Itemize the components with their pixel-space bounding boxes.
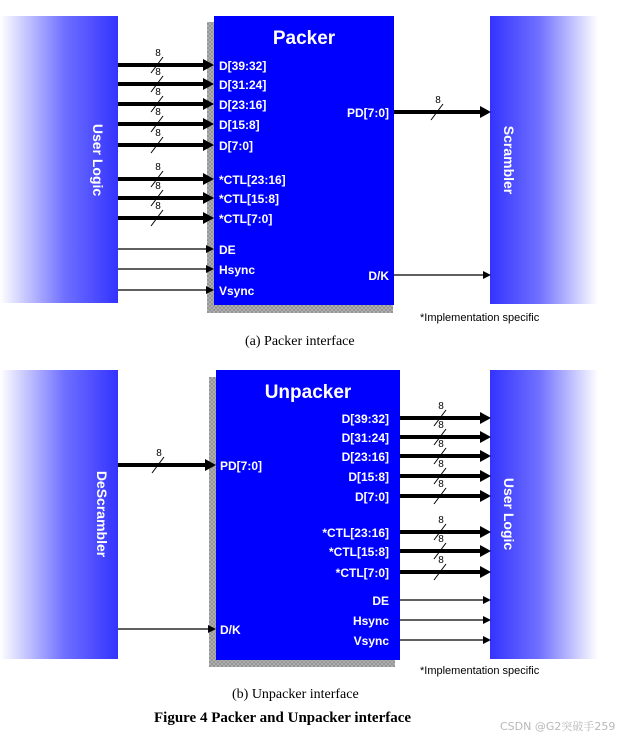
packer-in-ctl-23-16-width-label: 8	[155, 162, 161, 173]
packer-in-ctl-15-8-label: *CTL[15:8]	[219, 192, 280, 206]
unpacker-out-d-31-24-label: D[31:24]	[341, 431, 389, 445]
packer-in-d-31-24-width-label: 8	[155, 67, 161, 78]
unpacker-out-de-arrowhead	[483, 596, 491, 604]
watermark: CSDN @G2突破手259	[500, 720, 616, 733]
packer-in-vsync-label: Vsync	[219, 284, 255, 298]
unpacker-out-d-39-32-label: D[39:32]	[341, 412, 389, 426]
packer-in-hsync-label: Hsync	[219, 263, 256, 277]
unpacker-out-ctl-7-0-label: *CTL[7:0]	[335, 566, 389, 580]
unpacker-title: Unpacker	[264, 382, 352, 403]
unpacker-out-vsync-arrowhead	[483, 636, 491, 644]
figure-title: Figure 4 Packer and Unpacker interface	[154, 710, 412, 726]
unpacker-out-ctl-7-0-arrowhead	[480, 566, 491, 578]
packer-in-d-15-8-label: D[15:8]	[219, 118, 260, 132]
unpacker-out-de-label: DE	[372, 594, 389, 608]
scrambler-label: Scrambler	[501, 125, 517, 195]
unpacker-out-d-39-32-width-label: 8	[438, 401, 444, 412]
packer-in-d-15-8-width-label: 8	[155, 107, 161, 118]
unpacker-out-hsync-label: Hsync	[352, 614, 389, 628]
unpacker-out-d-23-16-label: D[23:16]	[341, 450, 389, 464]
unpacker-out-d-31-24-arrowhead	[480, 431, 491, 443]
packer-out-pd-7-0-arrowhead	[480, 106, 491, 118]
packer-in-d-23-16-width-label: 8	[155, 87, 161, 98]
packer-in-ctl-15-8-width-label: 8	[155, 181, 161, 192]
unpacker-out-ctl-23-16-arrowhead	[480, 526, 491, 538]
unpacker-out-ctl-15-8-width-label: 8	[438, 534, 444, 545]
unpacker-out-d-15-8-width-label: 8	[438, 459, 444, 470]
packer-out-pd-7-0-label: PD[7:0]	[346, 106, 389, 120]
packer-in-ctl-23-16-label: *CTL[23:16]	[219, 173, 286, 187]
unpacker-out-d-15-8-label: D[15:8]	[348, 470, 389, 484]
unpacker-out-d-31-24-width-label: 8	[438, 420, 444, 431]
unpacker-out-hsync-arrowhead	[483, 616, 491, 624]
unpacker-caption: (b) Unpacker interface	[232, 687, 359, 702]
unpacker-out-ctl-15-8-arrowhead	[480, 545, 491, 557]
packer-out-d-k-label: D/K	[368, 269, 389, 283]
unpacker-out-vsync-label: Vsync	[353, 634, 389, 648]
unpacker-out-d-7-0-arrowhead	[480, 490, 491, 502]
unpacker-out-d-15-8-arrowhead	[480, 470, 491, 482]
packer-caption: (a) Packer interface	[245, 334, 355, 349]
packer-in-de-label: DE	[219, 243, 236, 257]
unpacker-out-ctl-15-8-label: *CTL[15:8]	[328, 545, 389, 559]
packer-out-d-k-arrowhead	[483, 271, 491, 279]
user-logic-label-bottom: User Logic	[501, 477, 517, 551]
unpacker-out-ctl-23-16-width-label: 8	[438, 515, 444, 526]
descrambler-label: DeScrambler	[94, 470, 110, 558]
packer-in-d-7-0-width-label: 8	[155, 128, 161, 139]
packer-in-ctl-7-0-label: *CTL[7:0]	[219, 212, 273, 226]
unpacker-out-d-7-0-label: D[7:0]	[354, 490, 389, 504]
packer-in-d-31-24-label: D[31:24]	[219, 78, 267, 92]
unpacker-in-pd-7-0-label: PD[7:0]	[220, 459, 263, 473]
user-logic-label-top: User Logic	[90, 123, 106, 197]
unpacker-in-d-k-label: D/K	[220, 623, 241, 637]
unpacker-out-d-23-16-width-label: 8	[438, 439, 444, 450]
implementation-note-bottom: *Implementation specific	[420, 665, 540, 677]
unpacker-out-d-39-32-arrowhead	[480, 412, 491, 424]
packer-title: Packer	[272, 28, 336, 49]
unpacker-out-ctl-23-16-label: *CTL[23:16]	[322, 526, 389, 540]
packer-in-d-39-32-width-label: 8	[155, 48, 161, 59]
unpacker-out-d-23-16-arrowhead	[480, 450, 491, 462]
unpacker-out-ctl-7-0-width-label: 8	[438, 555, 444, 566]
packer-in-ctl-7-0-width-label: 8	[155, 201, 161, 212]
packer-in-d-7-0-label: D[7:0]	[219, 139, 254, 153]
unpacker-out-d-7-0-width-label: 8	[438, 479, 444, 490]
unpacker-in-pd-7-0-width-label: 8	[156, 448, 162, 459]
packer-in-d-39-32-label: D[39:32]	[219, 59, 267, 73]
packer-out-pd-7-0-width-label: 8	[435, 95, 441, 106]
implementation-note-top: *Implementation specific	[420, 312, 540, 324]
packer-in-d-23-16-label: D[23:16]	[219, 98, 267, 112]
